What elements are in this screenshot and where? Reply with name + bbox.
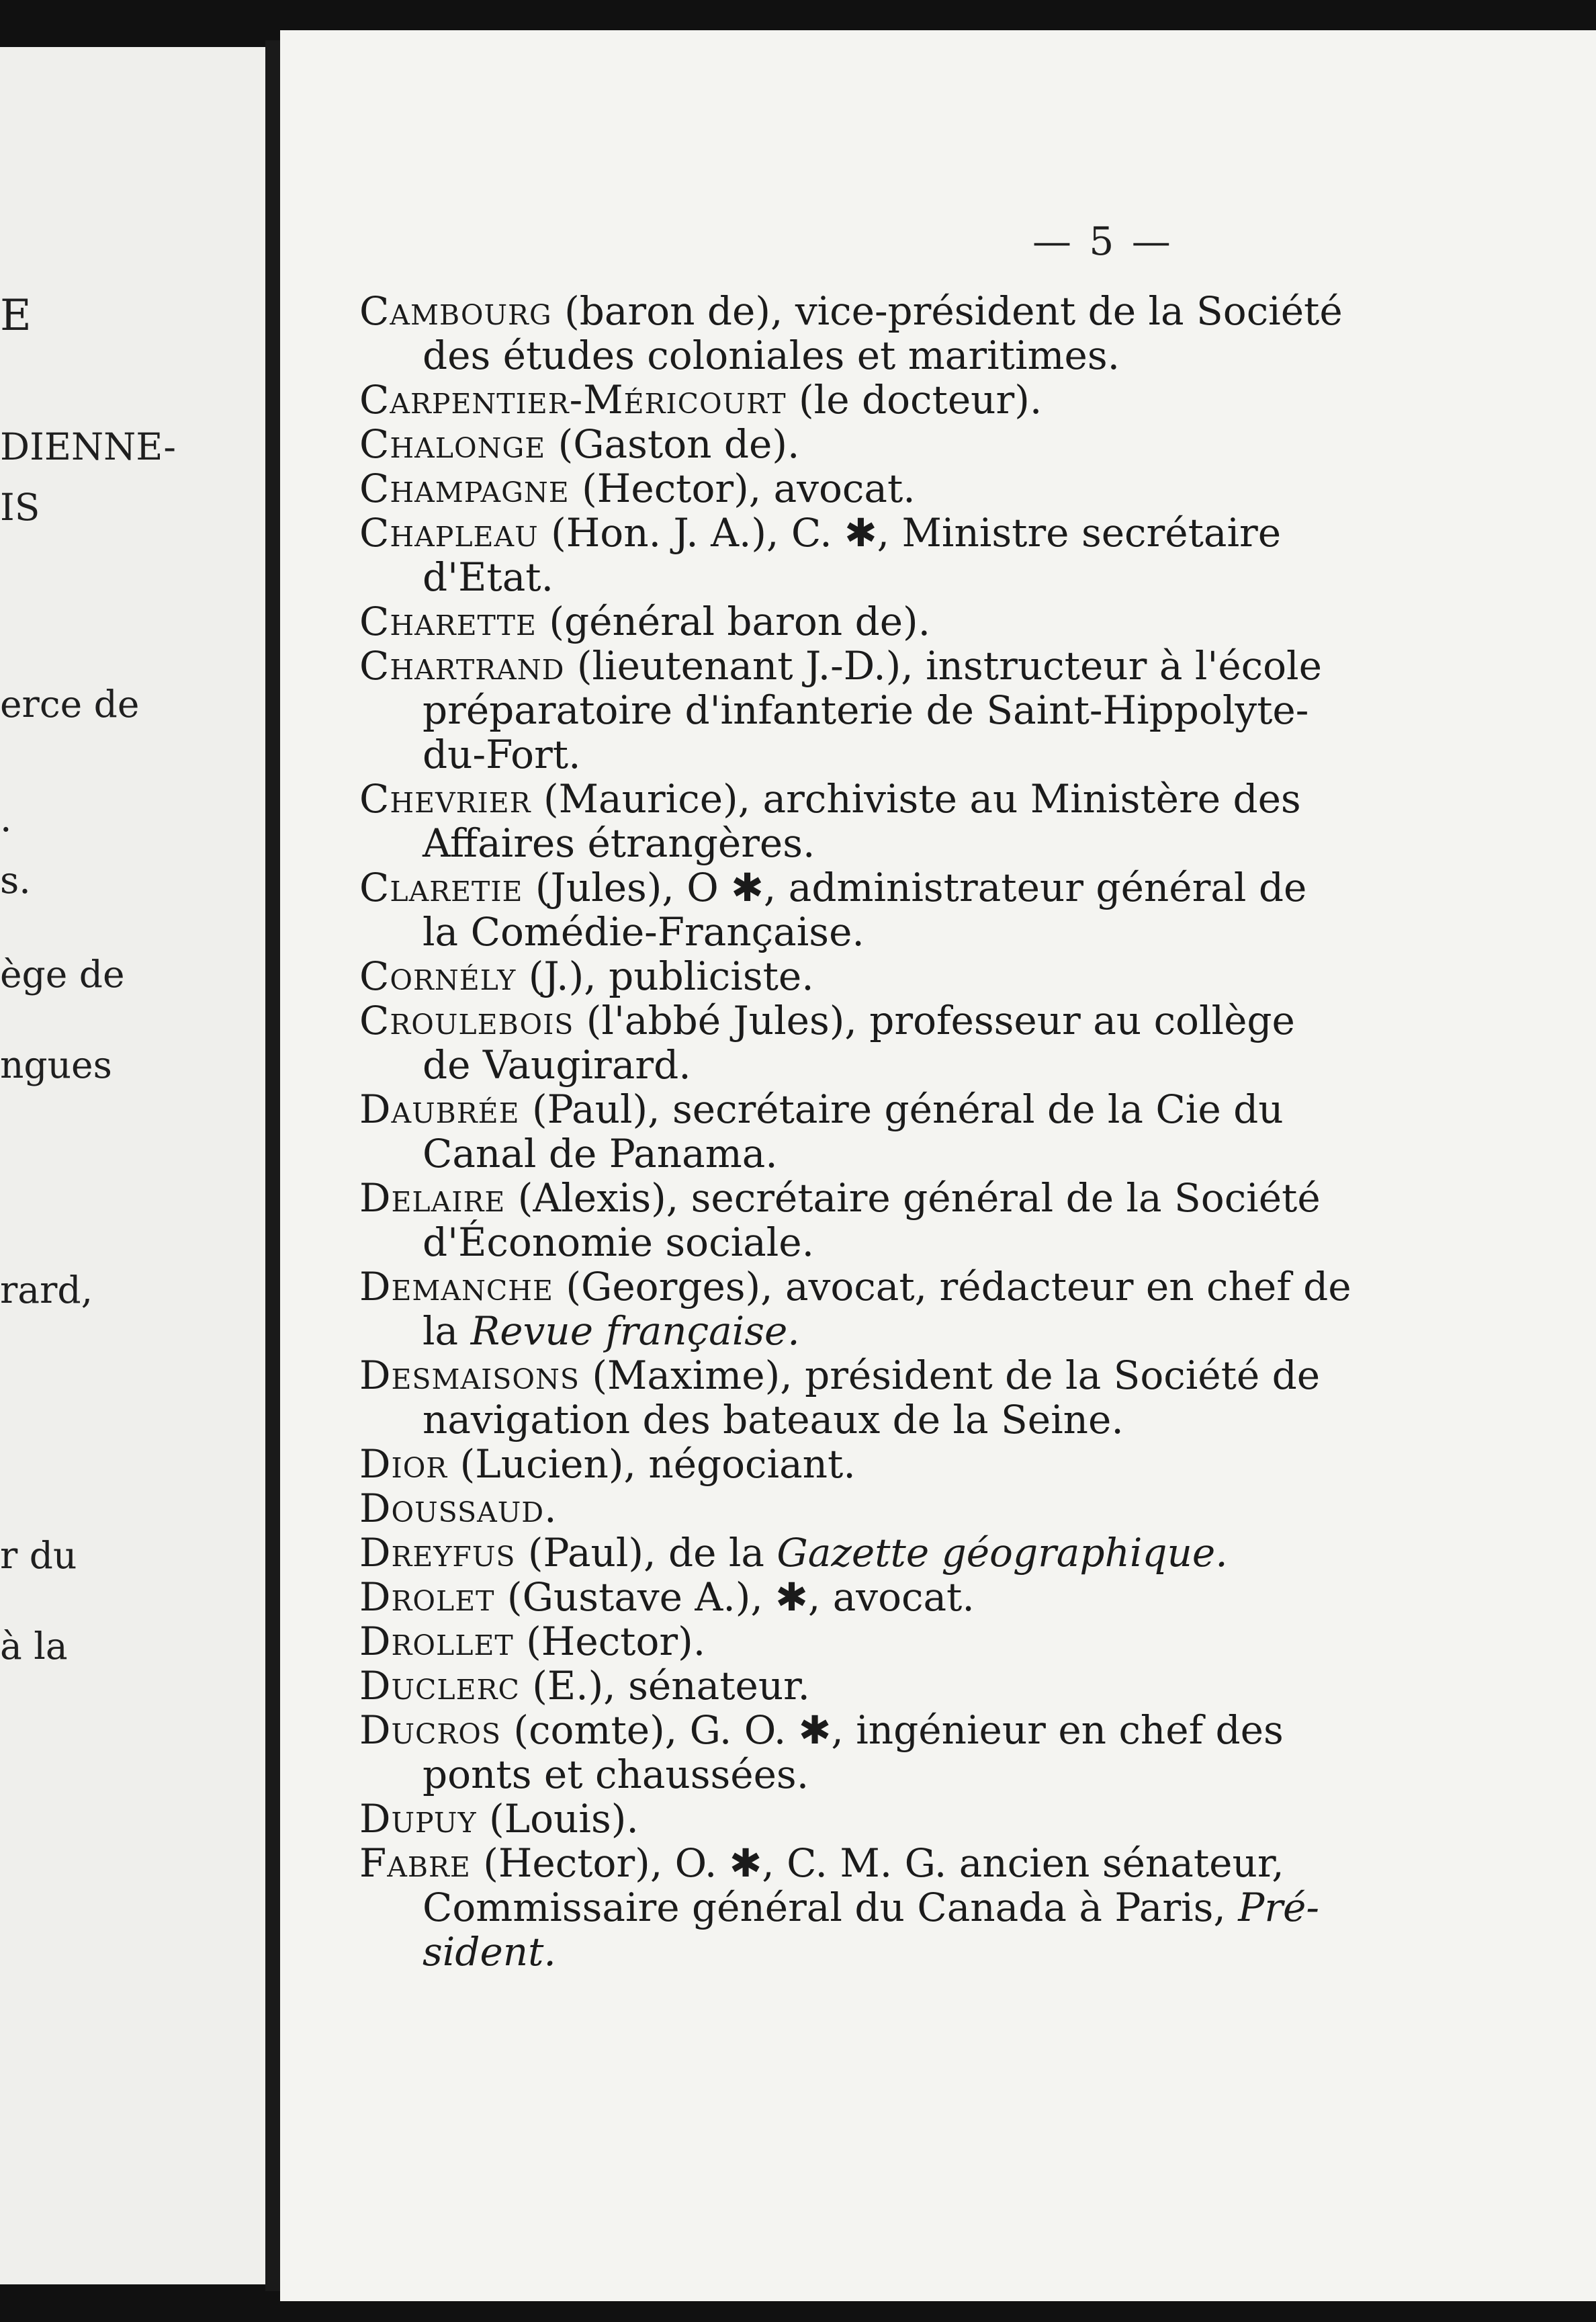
entry-text: (Maurice), archiviste au Ministère des — [531, 776, 1301, 822]
entry-line — [359, 1442, 856, 1486]
entry-continuation — [423, 821, 815, 865]
entry-name: Ducros — [359, 1707, 501, 1753]
entry-name: Claretie — [359, 865, 523, 910]
entry-text: (Hon. J. A.), C. ✱, Ministre secrétaire — [538, 510, 1282, 556]
left-facing-page — [0, 47, 265, 2284]
entry-list — [280, 30, 1596, 2301]
left-fragment: . — [0, 797, 12, 840]
entry-text: (Lucien), négociant. — [447, 1441, 856, 1487]
entry-line — [359, 599, 930, 644]
entry-continuation — [423, 732, 581, 777]
entry-continuation — [423, 1309, 800, 1353]
entry-text: (Jules), O ✱, administrateur général de — [523, 865, 1307, 910]
entry-text: navigation des bateaux de la Seine. — [423, 1397, 1124, 1443]
entry-text: du-Fort. — [423, 732, 581, 777]
entry-italic-text: Revue française. — [470, 1308, 800, 1354]
entry-name: Doussaud. — [359, 1486, 558, 1531]
entry-continuation — [423, 1885, 1319, 1930]
entry-text: de Vaugirard. — [423, 1042, 691, 1088]
entry-continuation — [423, 1220, 814, 1264]
entry-continuation — [423, 333, 1120, 378]
entry-name: Delaire — [359, 1175, 506, 1221]
entry-name: Cambourg — [359, 288, 552, 334]
entry-text: Canal de Panama. — [423, 1131, 778, 1176]
entry-line — [359, 777, 1301, 821]
entry-text: (Hector). — [513, 1619, 706, 1664]
entry-line — [359, 954, 814, 998]
entry-text: Affaires étrangères. — [423, 820, 815, 866]
entry-text: (Hector), avocat. — [569, 466, 916, 511]
entry-name: Dior — [359, 1441, 448, 1487]
entry-continuation — [423, 1752, 809, 1797]
entry-line — [359, 466, 916, 511]
entry-text: (Louis). — [476, 1796, 639, 1842]
entry-text: (baron de), vice-président de la Société — [551, 288, 1343, 334]
entry-line — [359, 998, 1295, 1043]
entry-text: (Paul), de la — [515, 1530, 777, 1576]
entry-name: Demanche — [359, 1264, 553, 1309]
entry-text: (J.), publiciste. — [516, 953, 814, 999]
entry-text: (comte), G. O. ✱, ingénieur en chef des — [501, 1707, 1284, 1753]
entry-line — [359, 1264, 1351, 1309]
entry-text: (Georges), avocat, rédacteur en chef de — [553, 1264, 1351, 1309]
entry-text: des études coloniales et maritimes. — [423, 333, 1120, 378]
entry-text: (E.), sénateur. — [519, 1663, 810, 1709]
entry-name: Drollet — [359, 1619, 514, 1664]
left-fragment: IS — [0, 486, 40, 529]
entry-text: d'Etat. — [423, 554, 554, 600]
entry-name: Chartrand — [359, 643, 565, 689]
left-fragment: rard, — [0, 1268, 93, 1312]
entry-line — [359, 289, 1343, 333]
entry-name: Daubrée — [359, 1086, 520, 1132]
entry-line — [359, 865, 1306, 910]
entry-line — [359, 1575, 975, 1619]
left-fragment: s. — [0, 859, 31, 902]
left-fragment: ngues — [0, 1043, 112, 1086]
entry-text: (Alexis), secrétaire général de la Société — [505, 1175, 1321, 1221]
entry-continuation — [423, 1043, 691, 1087]
entry-name: Carpentier-Méricourt — [359, 377, 787, 423]
entry-name: Fabre — [359, 1840, 471, 1886]
page-number: — 5 — — [1032, 218, 1173, 264]
entry-continuation — [423, 910, 864, 954]
entry-text: (Hector), O. ✱, C. M. G. ancien sénateur, — [470, 1840, 1284, 1886]
entry-text: d'Économie sociale. — [423, 1219, 815, 1265]
left-fragment: r du — [0, 1534, 77, 1577]
entry-name: Chevrier — [359, 776, 531, 822]
entry-name: Chalonge — [359, 421, 546, 467]
entry-line — [359, 1797, 639, 1841]
left-fragment: E — [0, 291, 32, 341]
left-fragment: DIENNE- — [0, 425, 176, 468]
entry-line — [359, 1841, 1284, 1885]
left-fragment: ège de — [0, 953, 125, 996]
entry-text: ponts et chaussées. — [423, 1752, 809, 1797]
entry-line — [359, 422, 799, 466]
entry-line — [359, 1619, 705, 1664]
entry-text: Commissaire général du Canada à Paris, — [423, 1885, 1239, 1930]
entry-line — [359, 1531, 1228, 1575]
entry-text: (Gaston de). — [545, 421, 800, 467]
entry-italic-text: Gazette géographique. — [777, 1530, 1228, 1576]
entry-text: (général baron de). — [536, 599, 931, 644]
entry-line — [359, 1708, 1284, 1752]
entry-continuation — [423, 1398, 1124, 1442]
entry-name: Charette — [359, 599, 537, 644]
entry-line — [359, 378, 1042, 422]
entry-line — [359, 1664, 810, 1708]
entry-text: (le docteur). — [786, 377, 1043, 423]
entry-name: Dreyfus — [359, 1530, 516, 1576]
page-gutter — [265, 40, 280, 2291]
entry-continuation — [423, 1131, 778, 1176]
entry-line — [359, 1087, 1284, 1131]
entry-text: (lieutenant J.-D.), instructeur à l'école — [564, 643, 1322, 689]
entry-italic-text: Pré- — [1238, 1885, 1319, 1930]
entry-name: Dupuy — [359, 1796, 477, 1842]
entry-line — [359, 1353, 1320, 1398]
entry-name: Chapleau — [359, 510, 539, 556]
entry-line — [359, 644, 1322, 688]
entry-name: Duclerc — [359, 1663, 520, 1709]
entry-text: (Gustave A.), ✱, avocat. — [494, 1574, 975, 1620]
entry-continuation — [423, 555, 553, 599]
entry-line — [359, 1176, 1321, 1220]
entry-continuation — [423, 1930, 556, 1974]
entry-text: (Paul), secrétaire général de la Cie du — [519, 1086, 1284, 1132]
entry-continuation — [423, 688, 1309, 732]
entry-name: Cornély — [359, 953, 517, 999]
entry-name: Champagne — [359, 466, 570, 511]
main-page — [280, 30, 1596, 2301]
entry-text: (Maxime), président de la Société de — [579, 1352, 1321, 1398]
entry-line — [359, 1486, 558, 1531]
entry-name: Desmaisons — [359, 1352, 580, 1398]
left-fragment: à la — [0, 1625, 68, 1668]
entry-italic-text: sident. — [423, 1929, 556, 1975]
entry-line — [359, 511, 1281, 555]
entry-text: (l'abbé Jules), professeur au collège — [574, 998, 1295, 1043]
entry-text: la Comédie-Française. — [423, 909, 864, 955]
left-fragment: erce de — [0, 683, 140, 726]
entry-text: la — [423, 1308, 471, 1354]
entry-name: Drolet — [359, 1574, 495, 1620]
entry-name: Croulebois — [359, 998, 574, 1043]
entry-text: préparatoire d'infanterie de Saint-Hippolyte- — [423, 687, 1309, 733]
